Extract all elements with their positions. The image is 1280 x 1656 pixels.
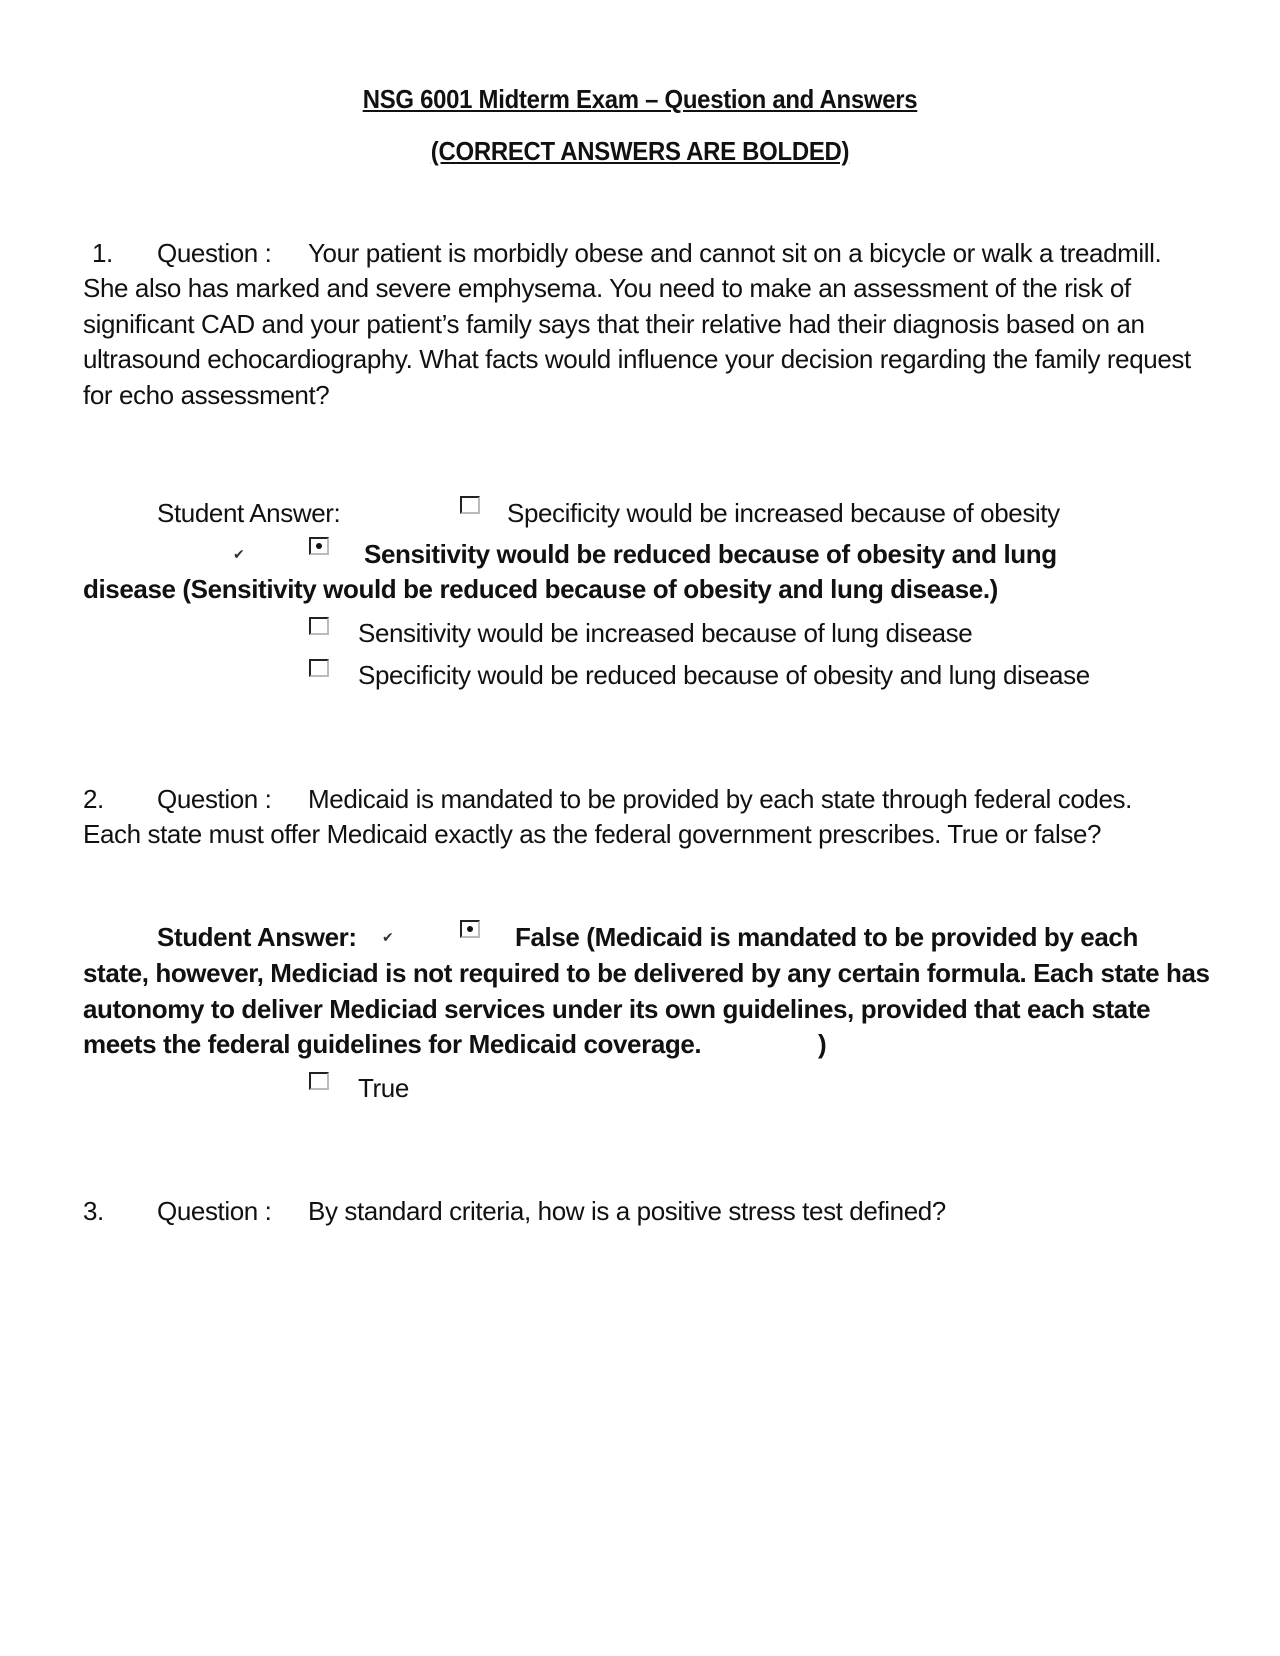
question-1-text-first: Your patient is morbidly obese and cannot sit on a bicycle or walk a treadmill. [308,238,1162,268]
radio-selected-icon[interactable] [309,537,329,555]
question-1-number: 1. [92,238,113,268]
radio-selected-icon[interactable] [460,920,480,938]
radio-unselected-icon[interactable] [309,659,329,677]
question-2-option-false-correct: False (Medicaid is mandated to be provided by each [515,922,1138,952]
question-1-option-2-correct: Sensitivity would be reduced because of obesity and lung [364,539,1057,569]
question-1-option-1: Specificity would be increased because of obesity [507,498,1060,528]
radio-unselected-icon[interactable] [309,1072,329,1090]
question-2-text-rest: Each state must offer Medicaid exactly as the federal government prescribes. True or false? [83,819,1102,849]
question-1-label: Question : [157,238,272,268]
question-3-label: Question : [157,1196,272,1226]
checkmark-icon: ✔ [233,546,245,562]
question-1-option-3: Sensitivity would be increased because of lung disease [358,618,973,648]
question-2-number: 2. [83,784,104,814]
radio-unselected-icon[interactable] [309,617,329,635]
question-2-text-first: Medicaid is mandated to be provided by each state through federal codes. [308,784,1132,814]
question-3-number: 3. [83,1196,104,1226]
question-1-option-4: Specificity would be reduced because of obesity and lung disease [358,660,1090,690]
question-2-close-paren: ) [818,1029,827,1059]
question-2-student-answer-label: Student Answer: [157,922,357,952]
question-2-option-true: True [358,1073,409,1103]
question-3-text: By standard criteria, how is a positive stress test defined? [308,1196,946,1226]
document-subtitle: (CORRECT ANSWERS ARE BOLDED) [430,136,850,166]
radio-unselected-icon[interactable] [460,496,480,514]
question-1-student-answer-label: Student Answer: [157,498,341,528]
question-1-text-rest: She also has marked and severe emphysema. You need to make an assessment of the risk of significant CAD and your patient’s family says that their relative had their diagnosis based on an ultrasound echocardiography. What facts would influence your decision regarding the family request for echo assessment? [83,273,1191,410]
checkmark-icon: ✔ [382,929,394,945]
document-title: NSG 6001 Midterm Exam – Question and Answers [362,84,918,114]
question-2-label: Question : [157,784,272,814]
question-2-correct-continuation: state, however, Mediciad is not required to be delivered by any certain formula. Each state has autonomy to deliver Mediciad services under its own guidelines, provided that each state meets the federal guidelines for Medicaid coverage. [83,958,1210,1059]
question-1-correct-continuation: disease (Sensitivity would be reduced because of obesity and lung disease.) [83,574,998,604]
